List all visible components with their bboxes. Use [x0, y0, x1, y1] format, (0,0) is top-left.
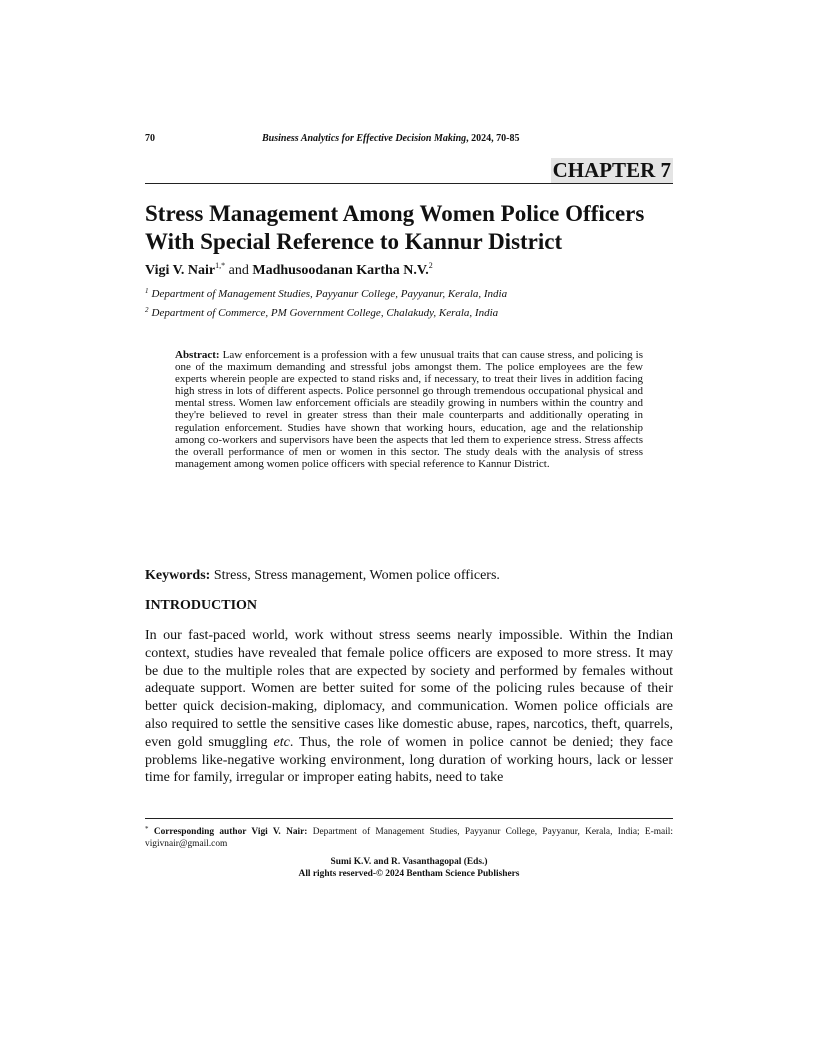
section-heading: INTRODUCTION: [145, 598, 258, 613]
affiliation-1: [145, 287, 507, 300]
intro-text-2: . Thus, the role of women in police cannot be denied; they face problems like-negative working environment, long duration of working hours, lack or lesser time for family, irregular or improper eating habits, need to take: [145, 734, 674, 786]
editors-block: [145, 857, 673, 880]
footnote: [145, 824, 673, 850]
affiliation-2-marker: 2: [145, 306, 149, 314]
header-rule: [145, 183, 673, 184]
affiliation-1-marker: 1: [145, 287, 149, 295]
author-2: Madhusoodanan Kartha N.V.: [252, 263, 429, 278]
abstract-text: Law enforcement is a profession with a few unusual traits that can cause stress, and policing is one of the maximum demanding and stressful jobs amongst them. The police employees are the few experts wherein people are expected to stand risks and, if necessary, to treat their lives in addition facing high stress in lots of different aspects. Police personnel go through tremendous occupational physical and mental stress. Women law enforcement officials are steadily growing in numbers within the country and they're believed to revel in greater stress than their male counterparts and additionally operating in regulation enforcement. Studies have shown that working hours, education, age and the relationship among co-workers and supervisors have been the aspects that led them to experience stress. Stress affects the overall performance of men or women in this sector. The study deals with the analysis of stress management among women police officers with special reference to Kannur District.: [175, 349, 643, 470]
affiliation-2: [145, 306, 498, 319]
author-conjunction: and: [225, 263, 253, 278]
affiliation-1-text: Department of Management Studies, Payyanur College, Payyanur, Kerala, India: [151, 288, 508, 300]
editors-line: Sumi K.V. and R. Vasanthagopal (Eds.): [330, 857, 488, 867]
intro-paragraph: [145, 627, 673, 787]
copyright-line: All rights reserved-© 2024 Bentham Science Publishers: [298, 868, 520, 879]
author-1-affil-marker: 1,*: [215, 261, 226, 270]
journal-citation: [262, 133, 520, 144]
keywords-label: Keywords:: [145, 568, 211, 583]
intro-text-1: In our fast-paced world, work without stress seems nearly impossible. Within the Indian context, studies have revealed that female police officers are exposed to more stress. It may be due to the multiple roles that are expected by society and performed by females without adequate support. Women are better suited for some of the policing rules because of their better quick decision-making, diplomacy, and communication. Women police officials are also required to settle the sensitive cases like domestic abuse, rapes, narcotics, theft, quarrels, even gold smuggling: [145, 628, 673, 750]
affiliation-2-text: Department of Commerce, PM Government College, Chalakudy, Kerala, India: [151, 307, 499, 319]
journal-title: Business Analytics for Effective Decision Making: [262, 133, 467, 144]
footnote-rule: [145, 818, 673, 819]
author-1: Vigi V. Nair: [145, 263, 216, 278]
footnote-label: Corresponding author Vigi V. Nair:: [153, 827, 308, 837]
keywords: [145, 568, 500, 584]
footnote-text: Department of Management Studies, Payyanur College, Payyanur, Kerala, India; E-mail: vigivnair@gmail.com: [145, 827, 674, 849]
author-line: [145, 261, 433, 279]
journal-details: , 2024, 70-85: [466, 133, 520, 144]
abstract: [175, 349, 643, 470]
keywords-text: Stress, Stress management, Women police officers.: [210, 568, 500, 583]
author-2-affil-marker: 2: [428, 261, 433, 270]
page-number: 70: [145, 133, 155, 144]
chapter-label: CHAPTER 7: [552, 158, 671, 182]
footnote-marker: *: [145, 825, 149, 833]
intro-etc: etc: [273, 734, 290, 750]
abstract-label: Abstract:: [175, 349, 220, 361]
article-title: Stress Management Among Women Police Officers With Special Reference to Kannur District: [145, 201, 645, 254]
